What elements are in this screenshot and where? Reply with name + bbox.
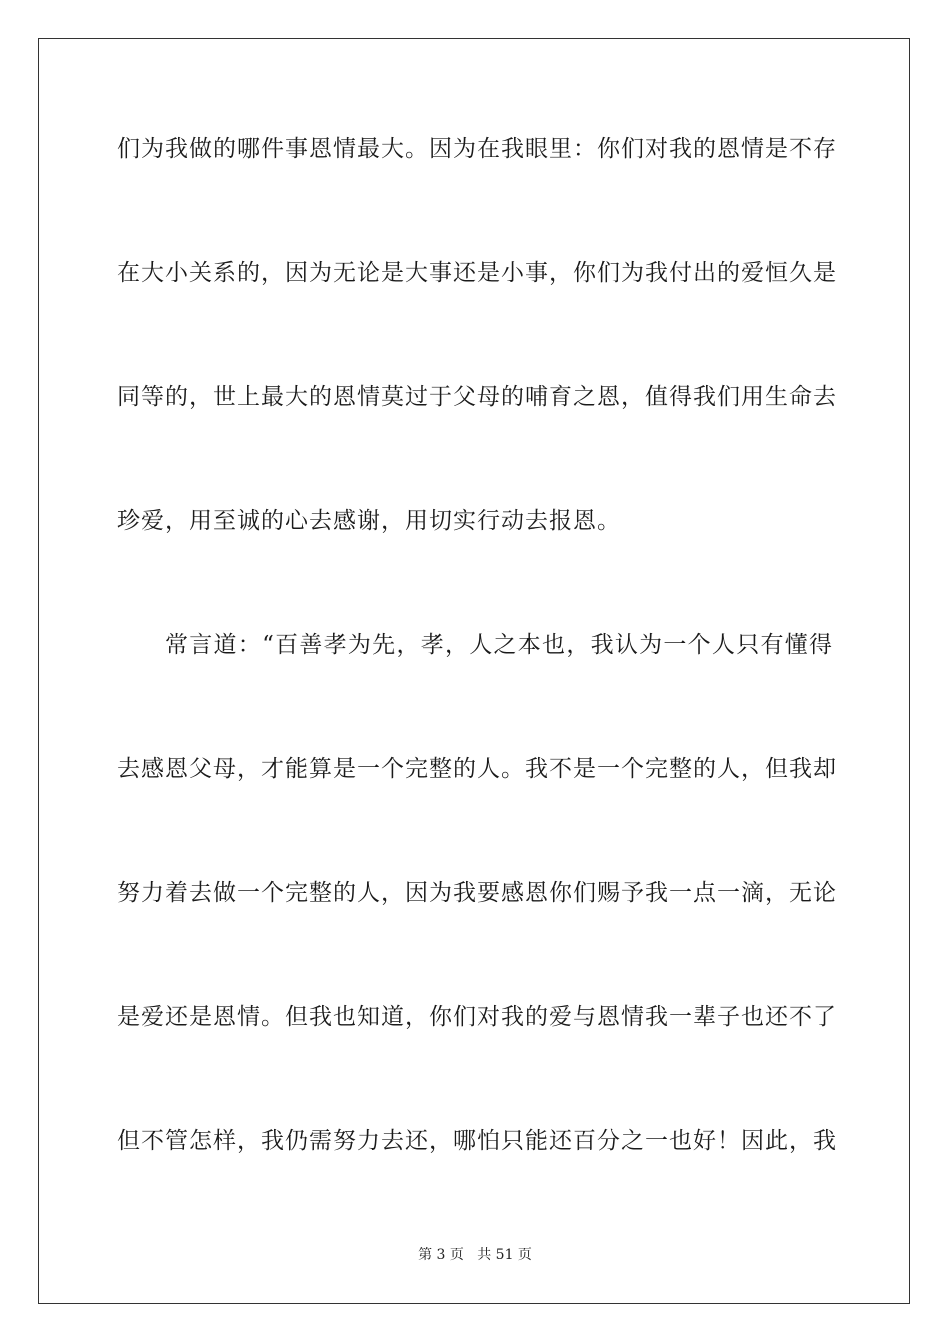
paragraph-line: 在大小关系的，因为无论是大事还是小事，你们为我付出的爱恒久是 xyxy=(117,260,837,286)
paragraph-line: 努力着去做一个完整的人，因为我要感恩你们赐予我一点一滴，无论 xyxy=(117,880,837,906)
page-border xyxy=(38,38,910,1304)
paragraph-line: 常言道：“百善孝为先，孝，人之本也，我认为一个人只有懂得 xyxy=(165,632,833,658)
paragraph-line: 们为我做的哪件事恩情最大。因为在我眼里：你们对我的恩情是不存 xyxy=(117,136,837,162)
paragraph-line: 同等的，世上最大的恩情莫过于父母的哺育之恩，值得我们用生命去 xyxy=(117,384,837,410)
page-number-footer: 第 3 页 共 51 页 xyxy=(418,1247,532,1263)
paragraph-line: 但不管怎样，我仍需努力去还，哪怕只能还百分之一也好！因此，我 xyxy=(117,1128,837,1154)
paragraph-line: 珍爱，用至诚的心去感谢，用切实行动去报恩。 xyxy=(117,508,621,534)
paragraph-line: 是爱还是恩情。但我也知道，你们对我的爱与恩情我一辈子也还不了 xyxy=(117,1004,837,1030)
paragraph-line: 去感恩父母，才能算是一个完整的人。我不是一个完整的人，但我却 xyxy=(117,756,837,782)
